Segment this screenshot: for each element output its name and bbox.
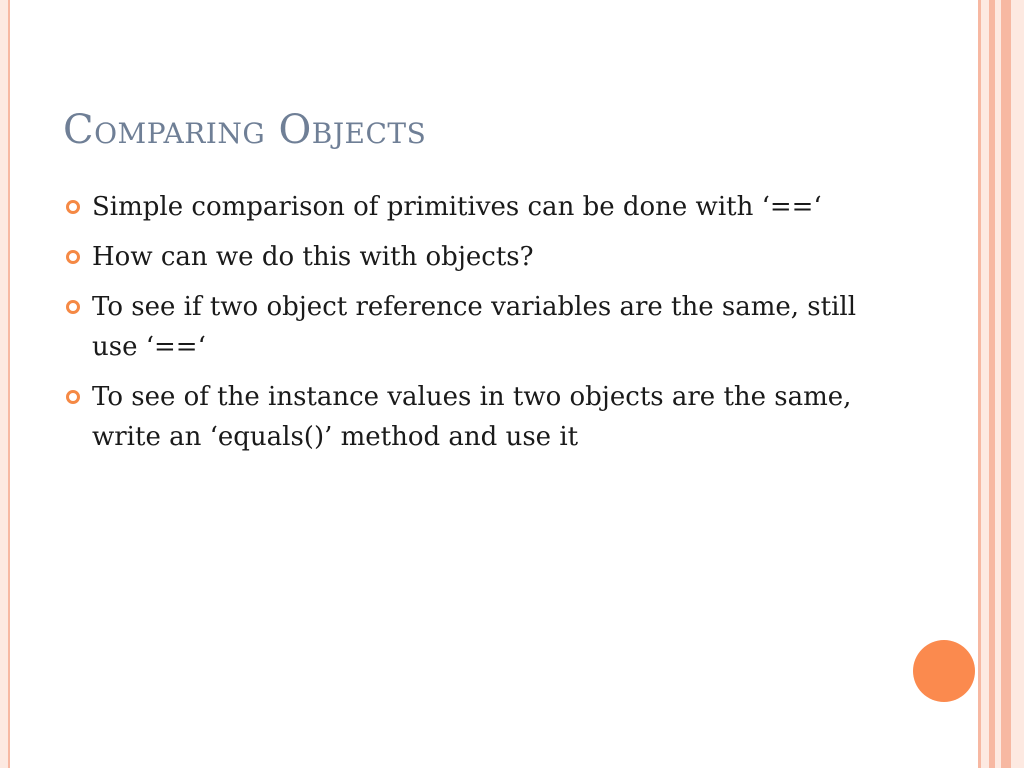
right-stripe	[1001, 0, 1011, 768]
bullet-item	[64, 287, 864, 367]
bullet-text: To see if two object reference variables are the same, still use ‘==‘	[92, 292, 857, 362]
bullet-list	[64, 187, 864, 467]
bullet-item	[64, 377, 864, 457]
ring-bullet-icon	[66, 200, 80, 214]
slide-title: Comparing Objects	[63, 107, 427, 153]
right-stripe	[981, 0, 989, 768]
bullet-text: To see of the instance values in two objects are the same, write an ‘equals()’ method and use it	[92, 382, 852, 452]
bullet-text: Simple comparison of primitives can be done with ‘==‘	[92, 192, 822, 222]
bullet-text: How can we do this with objects?	[92, 242, 534, 272]
ring-bullet-icon	[66, 390, 80, 404]
orange-circle-icon	[913, 640, 975, 702]
bullet-item	[64, 237, 864, 277]
ring-bullet-icon	[66, 300, 80, 314]
bullet-item	[64, 187, 864, 227]
ring-bullet-icon	[66, 250, 80, 264]
right-stripe	[1011, 0, 1024, 768]
